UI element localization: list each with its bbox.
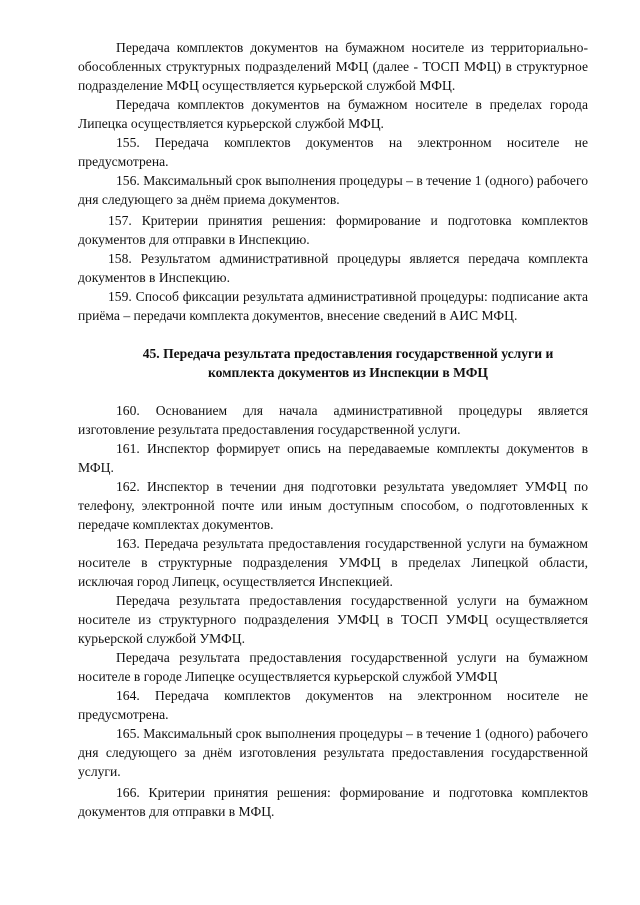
paragraph-159: 159. Способ фиксации результата административной процедуры: подписание акта приёма – передачи комплекта документов, внесение сведений в АИС МФЦ. [78,289,588,323]
heading-line-1: 45. Передача результата предоставления государственной услуги и [142,346,554,361]
paragraph-lipetsk-umfc-courier: Передача результата предоставления государственной услуги на бумажном носителе в городе Липецке осуществляется курьерской службой УМФЦ [78,650,588,684]
paragraph-165: 165. Максимальный срок выполнения процедуры – в течение 1 (одного) рабочего дня следующего за днём изготовления результата предоставления государственной услуги. [78,726,588,779]
section-45-body [78,401,588,821]
paragraph-158: 158. Результатом административной процедуры является передача комплекта документов в Инспекцию. [78,251,588,285]
paragraph-166: 166. Критерии принятия решения: формирование и подготовка комплектов документов для отправки в МФЦ. [78,785,588,819]
section-45-heading [78,344,588,382]
paragraph-162: 162. Инспектор в течении дня подготовки результата уведомляет УМФЦ по телефону, электронной почте или иным доступным способом, о подготовленных к передаче комплектах документов. [78,479,588,532]
section-44-continuation [78,38,588,325]
paragraph-tosp-umfc-courier: Передача результата предоставления государственной услуги на бумажном носителе из структурного подразделения УМФЦ в ТОСП УМФЦ осуществляется курьерской службой УМФЦ. [78,593,588,646]
paragraph-156: 156. Максимальный срок выполнения процедуры – в течение 1 (одного) рабочего дня следующего за днём приема документов. [78,173,588,207]
paragraph-lipetsk-courier: Передача комплектов документов на бумажном носителе в пределах города Липецка осуществляется курьерской службой МФЦ. [78,97,588,131]
paragraph-164: 164. Передача комплектов документов на электронном носителе не предусмотрена. [78,688,588,722]
heading-line-2: комплекта документов из Инспекции в МФЦ [208,365,488,380]
paragraph-155: 155. Передача комплектов документов на электронном носителе не предусмотрена. [78,135,588,169]
document-page [78,38,588,821]
paragraph-163: 163. Передача результата предоставления государственной услуги на бумажном носителе в структурные подразделения УМФЦ в пределах Липецкой области, исключая город Липецк, осуществляется Инспекцией. [78,536,588,589]
paragraph-161: 161. Инспектор формирует опись на передаваемые комплекты документов в МФЦ. [78,441,588,475]
paragraph-160: 160. Основанием для начала административной процедуры является изготовление результата предоставления государственной услуги. [78,403,588,437]
paragraph-157: 157. Критерии принятия решения: формирование и подготовка комплектов документов для отправки в Инспекцию. [78,213,588,247]
paragraph-tosp-courier: Передача комплектов документов на бумажном носителе из территориально-обособленных структурных подразделений МФЦ (далее - ТОСП МФЦ) в структурное подразделение МФЦ осуществляется курьерской службой МФЦ. [78,40,588,93]
